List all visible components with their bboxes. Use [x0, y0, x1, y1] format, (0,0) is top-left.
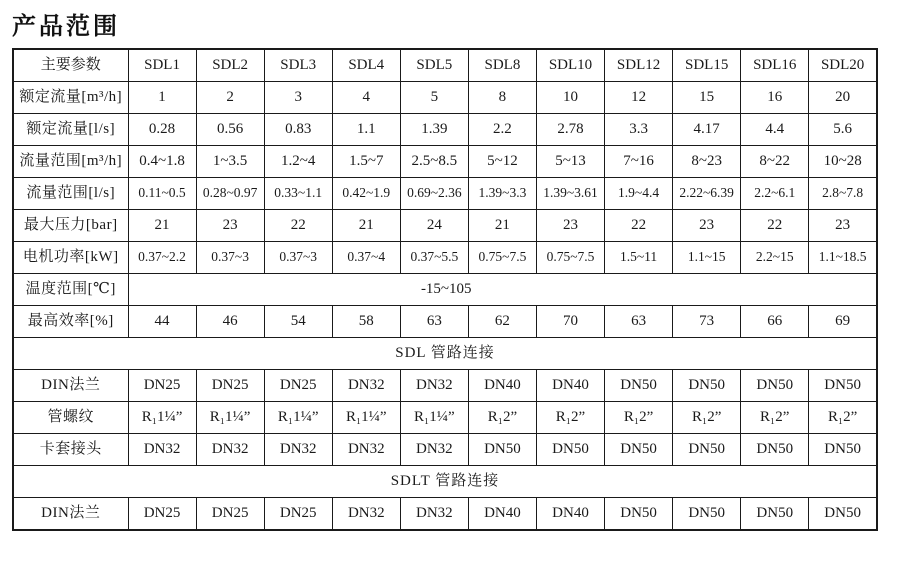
table-row: [13, 274, 877, 306]
column-header-sdl5: SDL5: [400, 49, 468, 82]
table-cell: 10: [536, 82, 604, 114]
table-cell: DN50: [468, 434, 536, 466]
table-cell: R₁1¼”: [196, 402, 264, 434]
table-cell: DN50: [809, 434, 877, 466]
table-cell: 0.37~3: [264, 242, 332, 274]
table-cell: R₁2”: [536, 402, 604, 434]
table-cell: 22: [605, 210, 673, 242]
table-row: [13, 242, 877, 274]
table-cell: R₁1¼”: [264, 402, 332, 434]
table-cell: 24: [400, 210, 468, 242]
table-cell: 12: [605, 82, 673, 114]
row-label: 温度范围[℃]: [13, 274, 128, 306]
column-header-sdl15: SDL15: [673, 49, 741, 82]
table-cell: 0.37~4: [332, 242, 400, 274]
table-cell: 1.1: [332, 114, 400, 146]
table-header-row: [13, 49, 877, 82]
row-label: 流量范围[l/s]: [13, 178, 128, 210]
table-cell: 1.9~4.4: [605, 178, 673, 210]
table-cell: 1.39: [400, 114, 468, 146]
table-cell: 2.2~6.1: [741, 178, 809, 210]
table-row: [13, 466, 877, 498]
table-cell: DN40: [468, 498, 536, 531]
table-row: [13, 210, 877, 242]
table-cell: 22: [741, 210, 809, 242]
table-cell: 5~12: [468, 146, 536, 178]
table-cell: 0.56: [196, 114, 264, 146]
temperature-range-value: -15~105: [128, 274, 877, 306]
table-cell: DN50: [605, 498, 673, 531]
table-cell: 4.17: [673, 114, 741, 146]
table-row: [13, 178, 877, 210]
table-cell: 1.5~7: [332, 146, 400, 178]
table-cell: DN50: [605, 370, 673, 402]
table-cell: R₁2”: [809, 402, 877, 434]
table-row: [13, 338, 877, 370]
table-cell: DN40: [536, 498, 604, 531]
table-row: [13, 306, 877, 338]
table-row: [13, 434, 877, 466]
table-cell: 23: [196, 210, 264, 242]
table-cell: 5: [400, 82, 468, 114]
table-row: [13, 146, 877, 178]
table-row: [13, 498, 877, 531]
table-cell: 1.39~3.61: [536, 178, 604, 210]
table-cell: 3.3: [605, 114, 673, 146]
table-cell: 1.1~18.5: [809, 242, 877, 274]
table-cell: DN50: [809, 370, 877, 402]
table-cell: 1: [128, 82, 196, 114]
table-row: [13, 114, 877, 146]
table-cell: DN50: [673, 434, 741, 466]
table-cell: DN50: [673, 498, 741, 531]
table-cell: DN50: [741, 498, 809, 531]
table-cell: DN32: [400, 498, 468, 531]
row-label: 最高效率[%]: [13, 306, 128, 338]
section-band: SDL 管路连接: [13, 338, 877, 370]
table-cell: 54: [264, 306, 332, 338]
table-cell: 0.33~1.1: [264, 178, 332, 210]
column-header-sdl2: SDL2: [196, 49, 264, 82]
table-cell: 0.37~2.2: [128, 242, 196, 274]
table-cell: DN40: [468, 370, 536, 402]
table-cell: 58: [332, 306, 400, 338]
table-cell: R₁2”: [605, 402, 673, 434]
table-cell: 2.22~6.39: [673, 178, 741, 210]
table-cell: DN50: [741, 370, 809, 402]
table-cell: R₁1¼”: [128, 402, 196, 434]
table-cell: DN32: [128, 434, 196, 466]
table-cell: 23: [673, 210, 741, 242]
row-label: DIN法兰: [13, 370, 128, 402]
table-cell: 62: [468, 306, 536, 338]
table-cell: 73: [673, 306, 741, 338]
table-cell: 66: [741, 306, 809, 338]
table-cell: 7~16: [605, 146, 673, 178]
table-cell: DN25: [264, 370, 332, 402]
table-cell: 5~13: [536, 146, 604, 178]
table-cell: 44: [128, 306, 196, 338]
table-cell: DN32: [332, 434, 400, 466]
table-cell: DN40: [536, 370, 604, 402]
table-cell: R₁2”: [673, 402, 741, 434]
table-cell: 1.5~11: [605, 242, 673, 274]
column-header-sdl8: SDL8: [468, 49, 536, 82]
row-label: 电机功率[kW]: [13, 242, 128, 274]
table-cell: DN25: [196, 498, 264, 531]
table-cell: R₁1¼”: [332, 402, 400, 434]
table-cell: DN50: [536, 434, 604, 466]
row-label: 额定流量[l/s]: [13, 114, 128, 146]
table-cell: DN32: [400, 370, 468, 402]
table-cell: 1.1~15: [673, 242, 741, 274]
table-cell: DN50: [809, 498, 877, 531]
table-cell: 1.39~3.3: [468, 178, 536, 210]
table-cell: 63: [605, 306, 673, 338]
table-cell: 1~3.5: [196, 146, 264, 178]
table-cell: 4: [332, 82, 400, 114]
table-cell: 3: [264, 82, 332, 114]
table-cell: 0.75~7.5: [536, 242, 604, 274]
table-cell: 1.2~4: [264, 146, 332, 178]
table-cell: DN32: [264, 434, 332, 466]
table-cell: 23: [536, 210, 604, 242]
table-cell: 63: [400, 306, 468, 338]
table-cell: 0.28: [128, 114, 196, 146]
row-label: 额定流量[m³/h]: [13, 82, 128, 114]
table-row: [13, 82, 877, 114]
table-cell: DN25: [196, 370, 264, 402]
table-cell: 2.2~15: [741, 242, 809, 274]
row-label: 管螺纹: [13, 402, 128, 434]
table-cell: DN50: [673, 370, 741, 402]
table-cell: 46: [196, 306, 264, 338]
row-label: DIN法兰: [13, 498, 128, 531]
table-cell: 2: [196, 82, 264, 114]
table-cell: R₁1¼”: [400, 402, 468, 434]
table-row: [13, 370, 877, 402]
table-row: [13, 402, 877, 434]
table-cell: 0.83: [264, 114, 332, 146]
table-cell: 0.75~7.5: [468, 242, 536, 274]
table-cell: DN32: [400, 434, 468, 466]
table-cell: 8~23: [673, 146, 741, 178]
row-label: 卡套接头: [13, 434, 128, 466]
table-cell: DN25: [264, 498, 332, 531]
section-band: SDLT 管路连接: [13, 466, 877, 498]
table-cell: R₁2”: [741, 402, 809, 434]
table-cell: 0.28~0.97: [196, 178, 264, 210]
table-cell: 8: [468, 82, 536, 114]
table-cell: 70: [536, 306, 604, 338]
table-cell: DN25: [128, 498, 196, 531]
table-cell: DN32: [332, 498, 400, 531]
column-header-sdl16: SDL16: [741, 49, 809, 82]
table-cell: DN32: [196, 434, 264, 466]
table-cell: 0.4~1.8: [128, 146, 196, 178]
column-header-sdl4: SDL4: [332, 49, 400, 82]
table-cell: 0.11~0.5: [128, 178, 196, 210]
table-cell: 2.78: [536, 114, 604, 146]
row-label: 流量范围[m³/h]: [13, 146, 128, 178]
product-range-table: [12, 48, 878, 531]
table-cell: DN25: [128, 370, 196, 402]
column-header-sdl20: SDL20: [809, 49, 877, 82]
table-cell: DN32: [332, 370, 400, 402]
table-cell: 20: [809, 82, 877, 114]
table-cell: DN50: [605, 434, 673, 466]
table-cell: 2.8~7.8: [809, 178, 877, 210]
row-label: 最大压力[bar]: [13, 210, 128, 242]
table-cell: 23: [809, 210, 877, 242]
table-cell: 5.6: [809, 114, 877, 146]
table-cell: 0.37~3: [196, 242, 264, 274]
page-title: 产品范围: [12, 13, 120, 40]
table-cell: 2.2: [468, 114, 536, 146]
column-header-sdl3: SDL3: [264, 49, 332, 82]
table-cell: 22: [264, 210, 332, 242]
table-cell: 21: [128, 210, 196, 242]
table-cell: 4.4: [741, 114, 809, 146]
table-cell: 2.5~8.5: [400, 146, 468, 178]
table-cell: 21: [468, 210, 536, 242]
table-cell: 15: [673, 82, 741, 114]
table-cell: 0.69~2.36: [400, 178, 468, 210]
column-header-sdl10: SDL10: [536, 49, 604, 82]
table-cell: 10~28: [809, 146, 877, 178]
table-cell: 21: [332, 210, 400, 242]
table-cell: 0.42~1.9: [332, 178, 400, 210]
parameters-header: 主要参数: [13, 49, 128, 82]
table-cell: 8~22: [741, 146, 809, 178]
column-header-sdl1: SDL1: [128, 49, 196, 82]
table-cell: 16: [741, 82, 809, 114]
table-cell: DN50: [741, 434, 809, 466]
column-header-sdl12: SDL12: [605, 49, 673, 82]
table-cell: R₁2”: [468, 402, 536, 434]
table-cell: 69: [809, 306, 877, 338]
table-cell: 0.37~5.5: [400, 242, 468, 274]
